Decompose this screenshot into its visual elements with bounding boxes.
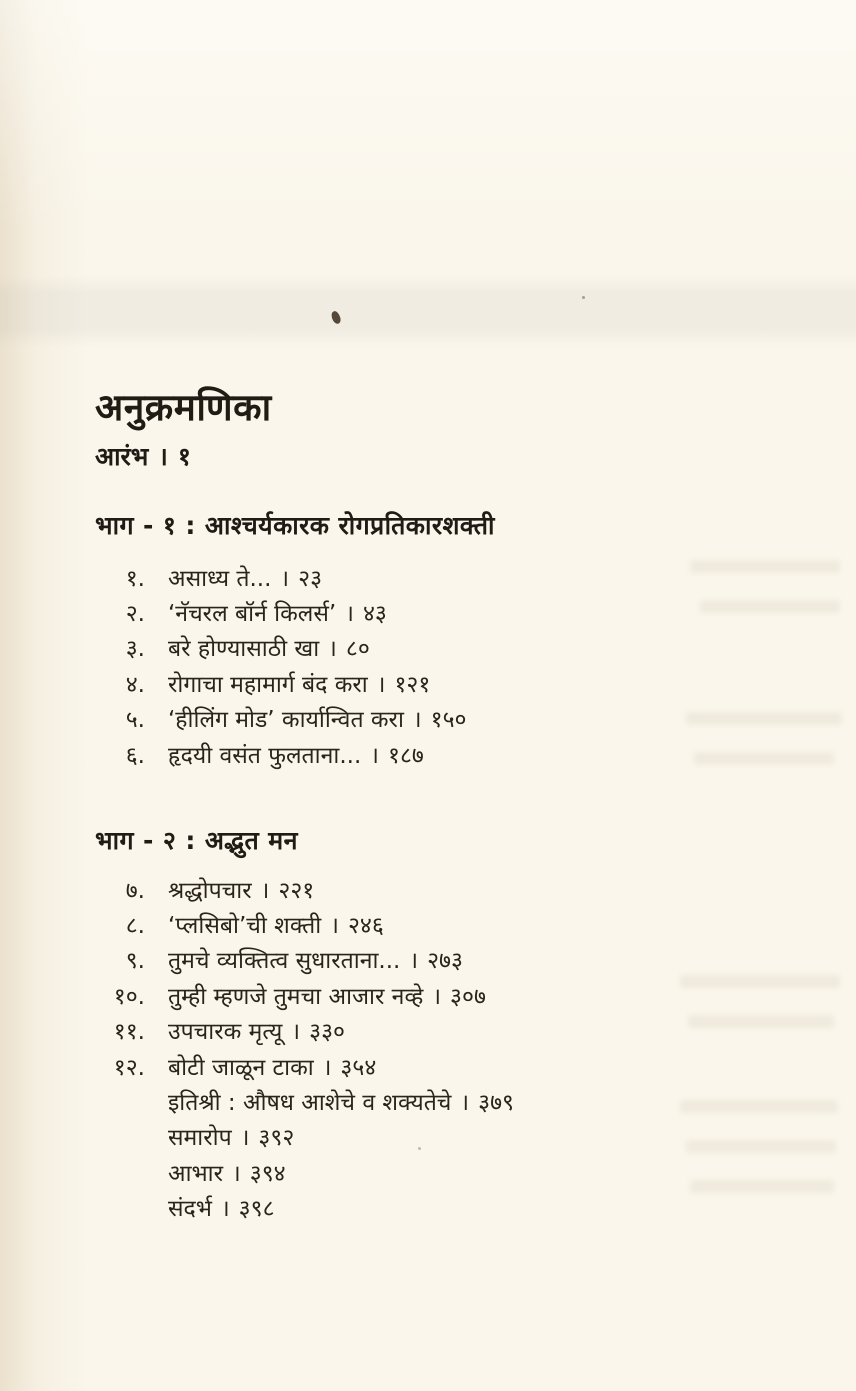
separator-danda: । <box>328 636 337 663</box>
entry-page-number: ३३० <box>309 1019 345 1046</box>
entry-number: ६. <box>125 742 145 769</box>
entry-title: श्रद्धोपचार <box>168 877 252 904</box>
toc-entry <box>95 871 514 906</box>
separator-danda: । <box>260 877 270 904</box>
ink-speck <box>329 310 342 325</box>
entry-title: तुम्ही म्हणजे तुमचा आजार नव्हे <box>168 983 424 1010</box>
separator-danda: । <box>158 442 168 471</box>
toc-entry <box>95 665 467 700</box>
separator-danda: । <box>376 671 386 698</box>
entry-title: असाध्य ते... <box>168 565 272 592</box>
entry-number: ८. <box>125 913 145 940</box>
entry-number: ५. <box>125 707 145 734</box>
toc-entry <box>95 1013 514 1048</box>
entry-page-number: ८० <box>345 636 370 663</box>
toc-entry <box>95 736 467 771</box>
part-2-entry-list <box>95 871 514 1225</box>
entry-page-number: ३९२ <box>258 1125 295 1152</box>
bleed-through-mark <box>690 560 840 573</box>
toc-entry <box>95 630 467 665</box>
entry-title: उपचारक मृत्यू <box>168 1019 283 1046</box>
scan-light-band <box>0 0 856 230</box>
entry-title: ‘प्लसिबो’ची शक्ती <box>168 913 322 940</box>
entry-number: १२. <box>113 1054 145 1081</box>
part-1-entry-list <box>95 559 467 771</box>
scan-tonal-band <box>0 275 856 347</box>
entry-title: तुमचे व्यक्तित्व सुधारताना... <box>168 948 401 975</box>
intro-page-number: १ <box>177 442 191 471</box>
entry-number: ११. <box>113 1019 145 1046</box>
toc-entry <box>95 1048 514 1083</box>
back-matter-entry <box>95 1083 514 1118</box>
separator-danda: । <box>280 565 290 592</box>
entry-number: ७. <box>125 877 145 904</box>
left-edge-shading <box>0 0 90 1391</box>
entry-page-number: ४३ <box>362 601 387 628</box>
entry-number: ३. <box>125 636 145 663</box>
toc-entry <box>95 594 467 629</box>
entry-page-number: ३९८ <box>238 1196 275 1223</box>
entry-page-number: १२१ <box>394 671 431 698</box>
entry-number: ४. <box>125 671 145 698</box>
bleed-through-mark <box>690 1180 834 1193</box>
bleed-through-mark <box>700 600 840 613</box>
intro-entry <box>95 441 191 473</box>
entry-page-number: २४६ <box>347 913 384 940</box>
entry-number: १. <box>125 565 145 592</box>
dust-speck <box>582 296 585 299</box>
entry-title: बरे होण्यासाठी खा <box>168 636 320 663</box>
toc-entry <box>95 559 467 594</box>
entry-page-number: १५० <box>430 707 467 734</box>
separator-danda: । <box>291 1019 301 1046</box>
separator-danda: । <box>232 1160 241 1187</box>
back-matter-entry <box>95 1119 514 1154</box>
separator-danda: । <box>460 1090 470 1117</box>
separator-danda: । <box>345 601 354 628</box>
separator-danda: । <box>220 1196 230 1223</box>
toc-entry <box>95 942 514 977</box>
part-2-heading: भाग - २ : अद्भुत मन <box>95 825 298 855</box>
entry-page-number: ३७९ <box>478 1090 515 1117</box>
entry-title: इतिश्री : औषध आशेचे व शक्यतेचे <box>168 1090 452 1117</box>
entry-page-number: ३५४ <box>340 1054 377 1081</box>
entry-page-number: ३९४ <box>249 1160 286 1187</box>
intro-label: आरंभ <box>95 442 149 471</box>
toc-entry <box>95 977 514 1012</box>
toc-entry <box>95 701 467 736</box>
bleed-through-mark <box>686 1140 836 1153</box>
separator-danda: । <box>409 948 419 975</box>
entry-number: २. <box>125 601 145 628</box>
toc-entry <box>95 906 514 941</box>
bleed-through-mark <box>694 752 834 765</box>
entry-page-number: १८७ <box>388 742 424 769</box>
entry-title: संदर्भ <box>168 1196 212 1223</box>
entry-page-number: २२१ <box>278 877 315 904</box>
bleed-through-mark <box>680 975 840 988</box>
entry-page-number: २७३ <box>427 948 463 975</box>
entry-title: रोगाचा महामार्ग बंद करा <box>168 671 368 698</box>
page-title: अनुक्रमणिका <box>95 385 272 429</box>
entry-page-number: २३ <box>298 565 323 592</box>
entry-title: आभार <box>168 1160 224 1187</box>
separator-danda: । <box>330 913 339 940</box>
entry-number: ९. <box>125 948 145 975</box>
separator-danda: । <box>240 1125 250 1152</box>
entry-page-number: ३०७ <box>450 983 486 1010</box>
part-1-heading: भाग - १ : आश्चर्यकारक रोगप्रतिकारशक्ती <box>95 510 495 540</box>
separator-danda: । <box>412 707 422 734</box>
bleed-through-mark <box>680 1100 838 1113</box>
entry-title: समारोप <box>168 1125 232 1152</box>
separator-danda: । <box>370 742 379 769</box>
separator-danda: । <box>322 1054 332 1081</box>
back-matter-entry <box>95 1190 514 1225</box>
entry-title: हृदयी वसंत फुलताना... <box>168 742 362 769</box>
bleed-through-mark <box>686 712 842 725</box>
back-matter-entry <box>95 1154 514 1189</box>
entry-number: १०. <box>113 983 145 1010</box>
entry-title: ‘हीलिंग मोड’ कार्यान्वित करा <box>168 707 404 734</box>
separator-danda: । <box>432 983 442 1010</box>
entry-title: बोटी जाळून टाका <box>168 1054 314 1081</box>
entry-title: ‘नॅचरल बॉर्न किलर्स’ <box>168 601 337 628</box>
bleed-through-mark <box>688 1015 834 1028</box>
